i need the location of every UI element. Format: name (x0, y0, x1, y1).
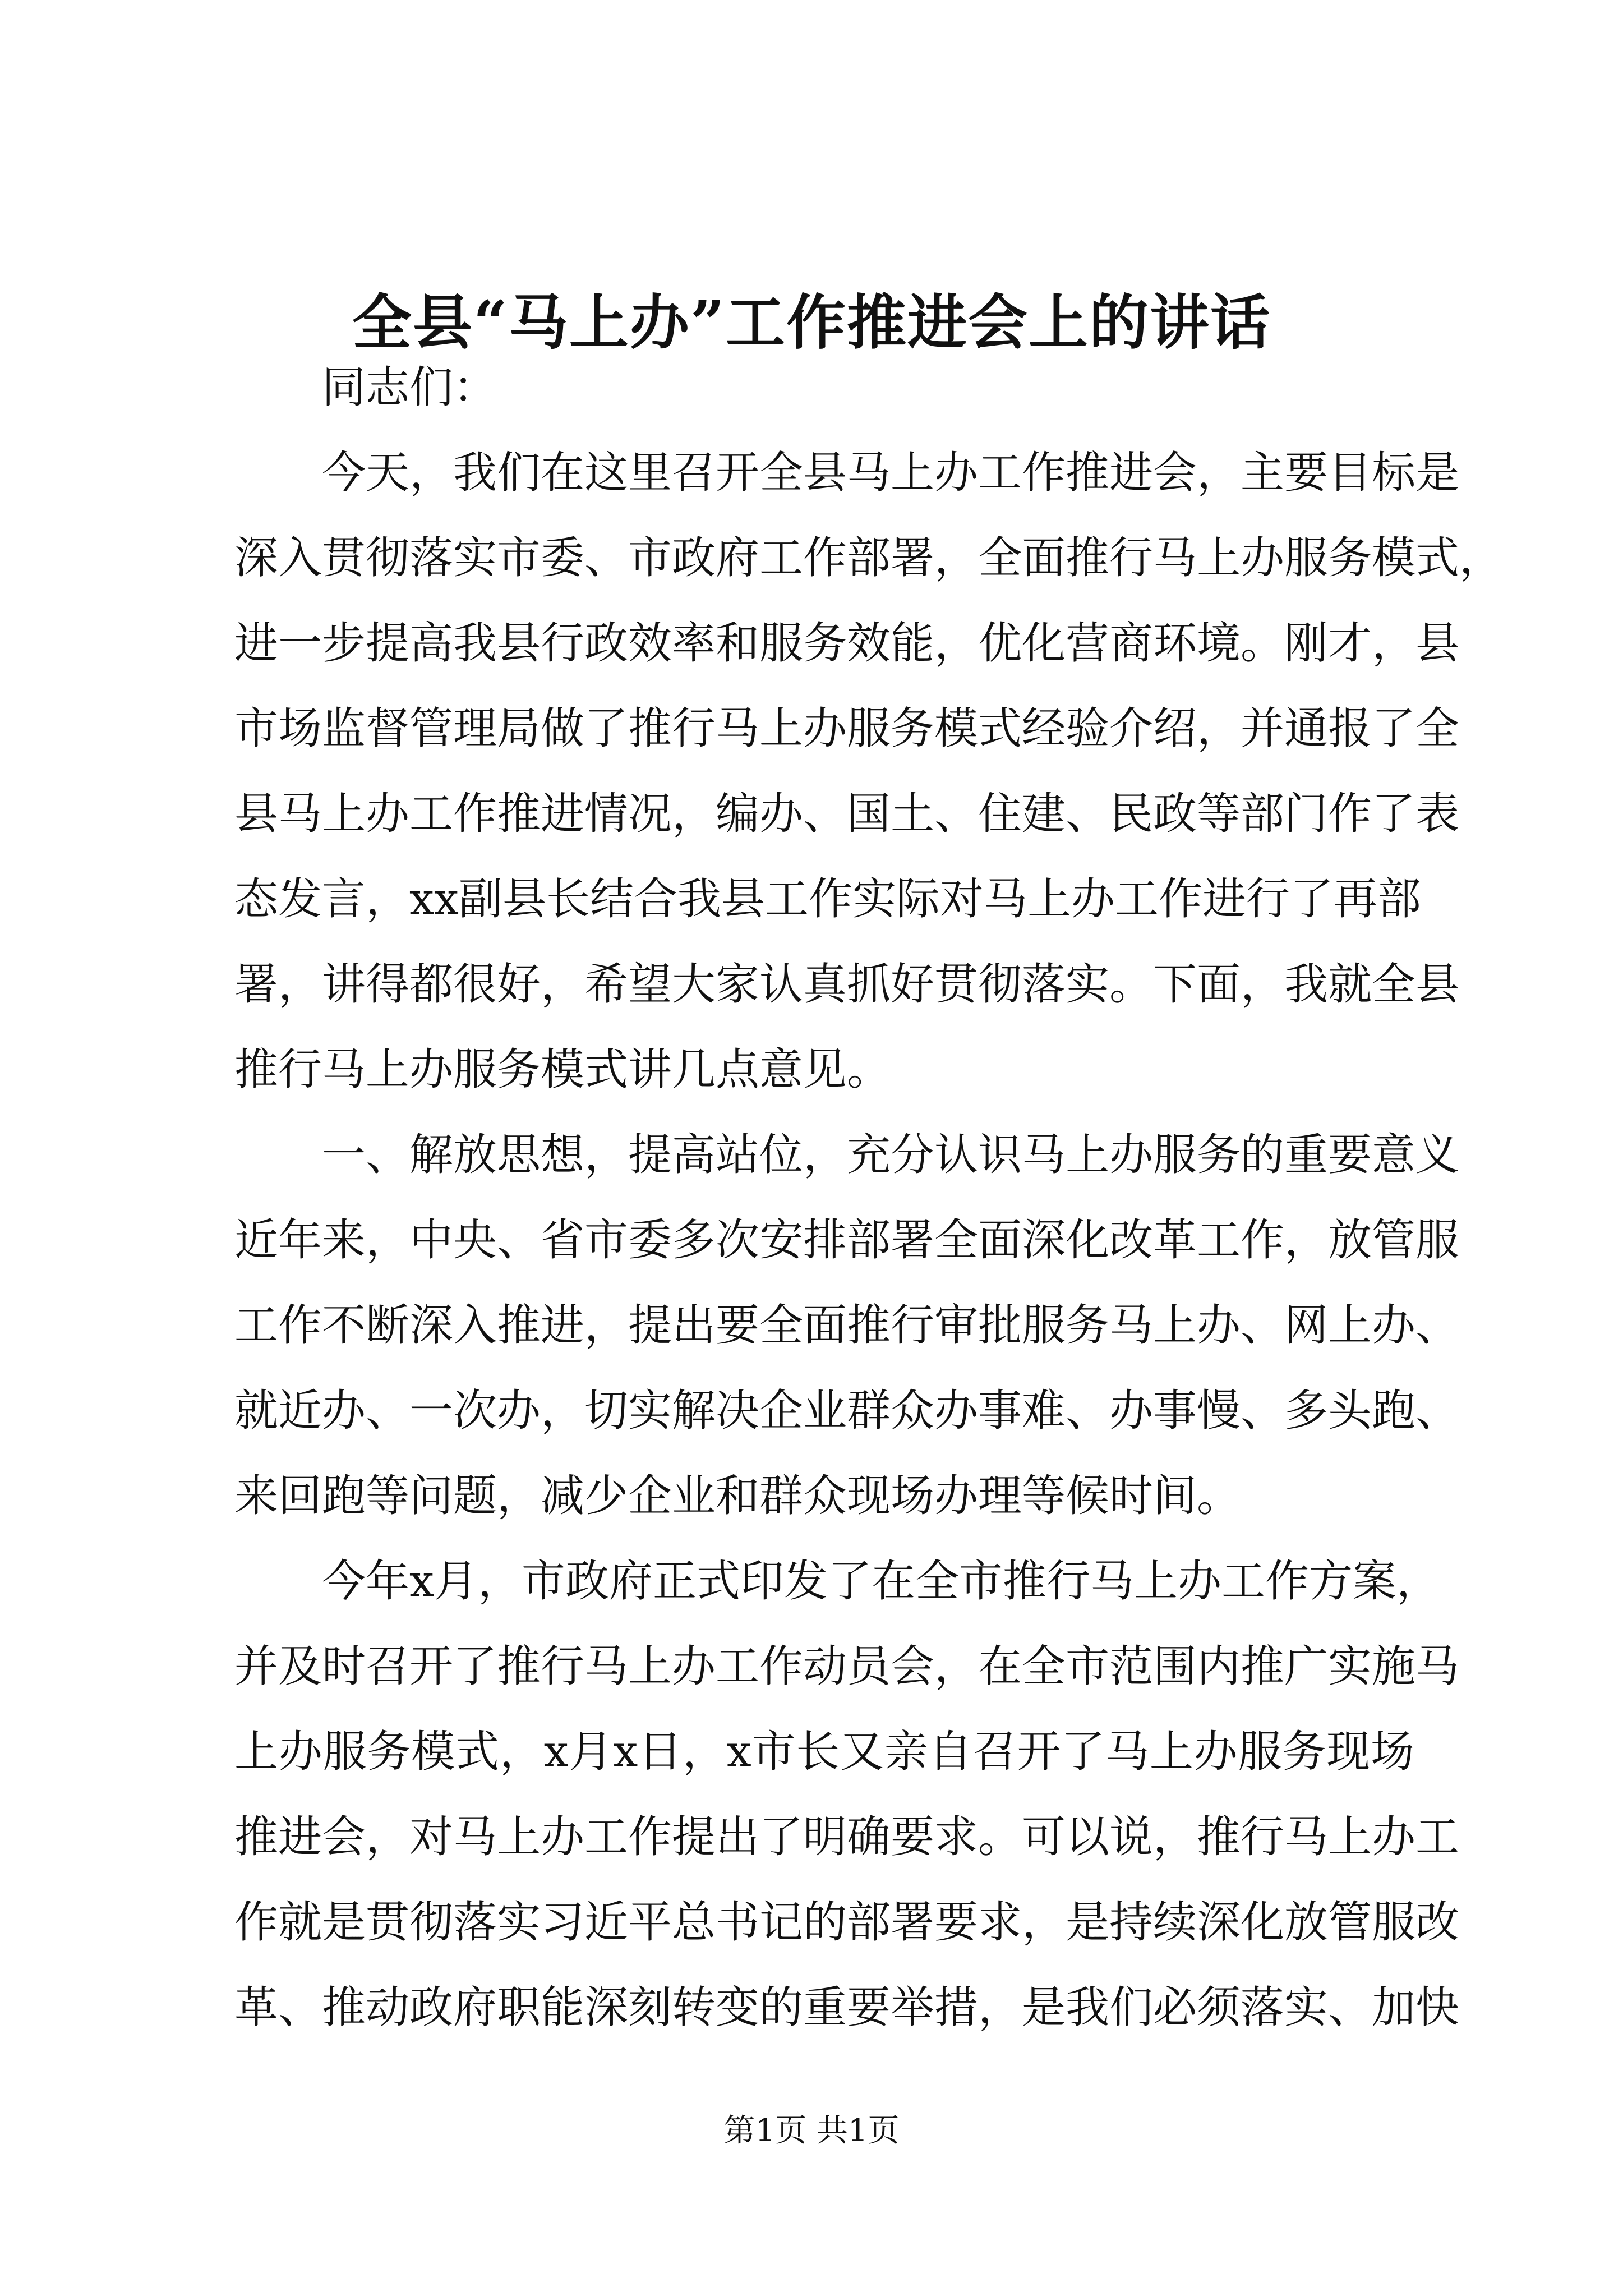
paragraph (234, 1539, 1460, 2050)
paragraph-line: 作就是贯彻落实习近平总书记的部署要求，是持续深化放管服改 (234, 1897, 1460, 1948)
paragraph-line: 并及时召开了推行马上办工作动员会，在全市范围内推广实施马 (234, 1641, 1460, 1692)
paragraph (234, 345, 1414, 430)
paragraph-line: 署，讲得都很好，希望大家认真抓好贯彻落实。下面，我就全县 (234, 959, 1460, 1010)
paragraph-line: 工作不断深入推进，提出要全面推行审批服务马上办、网上办、 (234, 1300, 1460, 1351)
paragraph-line: 今天，我们在这里召开全县马上办工作推进会，主要目标是 (322, 448, 1460, 498)
paragraph-line: 一、解放思想，提高站位，充分认识马上办服务的重要意义 (322, 1130, 1460, 1180)
paragraph-line: 革、推动政府职能深刻转变的重要举措，是我们必须落实、加快 (234, 1982, 1460, 2033)
paragraph-line: 推进会，对马上办工作提出了明确要求。可以说，推行马上办工 (234, 1812, 1460, 1862)
paragraph-line: 上办服务模式，x月x日，x市长又亲自召开了马上办服务现场 (234, 1727, 1414, 1777)
paragraph-line: 态发言，xx副县长结合我县工作实际对马上办工作进行了再部 (234, 874, 1421, 924)
paragraph-line: 县马上办工作推进情况，编办、国土、住建、民政等部门作了表 (234, 789, 1460, 839)
paragraph-line: 市场监督管理局做了推行马上办服务模式经验介绍，并通报了全 (234, 703, 1460, 754)
paragraph-line: 就近办、一次办，切实解决企业群众办事难、办事慢、多头跑、 (234, 1386, 1460, 1436)
document-body (234, 345, 1504, 2050)
page-footer: 第1页 共1页 (723, 2113, 900, 2149)
paragraph-line: 今年x月，市政府正式印发了在全市推行马上办工作方案， (322, 1556, 1440, 1607)
paragraph-line: 推行马上办服务模式讲几点意见。 (234, 1045, 891, 1095)
paragraph-line: 进一步提高我县行政效率和服务效能，优化营商环境。刚才，县 (234, 618, 1460, 669)
paragraph-line: 近年来，中央、省市委多次安排部署全面深化改革工作，放管服 (234, 1215, 1460, 1266)
paragraph-line: 来回跑等问题，减少企业和群众现场办理等候时间。 (234, 1471, 1241, 1521)
document-title: 全县“马上办”工作推进会上的讲话 (352, 287, 1271, 357)
paragraph-line: 深入贯彻落实市委、市政府工作部署，全面推行马上办服务模式， (234, 533, 1504, 583)
paragraph (234, 430, 1504, 1112)
paragraph (234, 1112, 1460, 1539)
paragraph-line: 同志们： (322, 362, 497, 413)
